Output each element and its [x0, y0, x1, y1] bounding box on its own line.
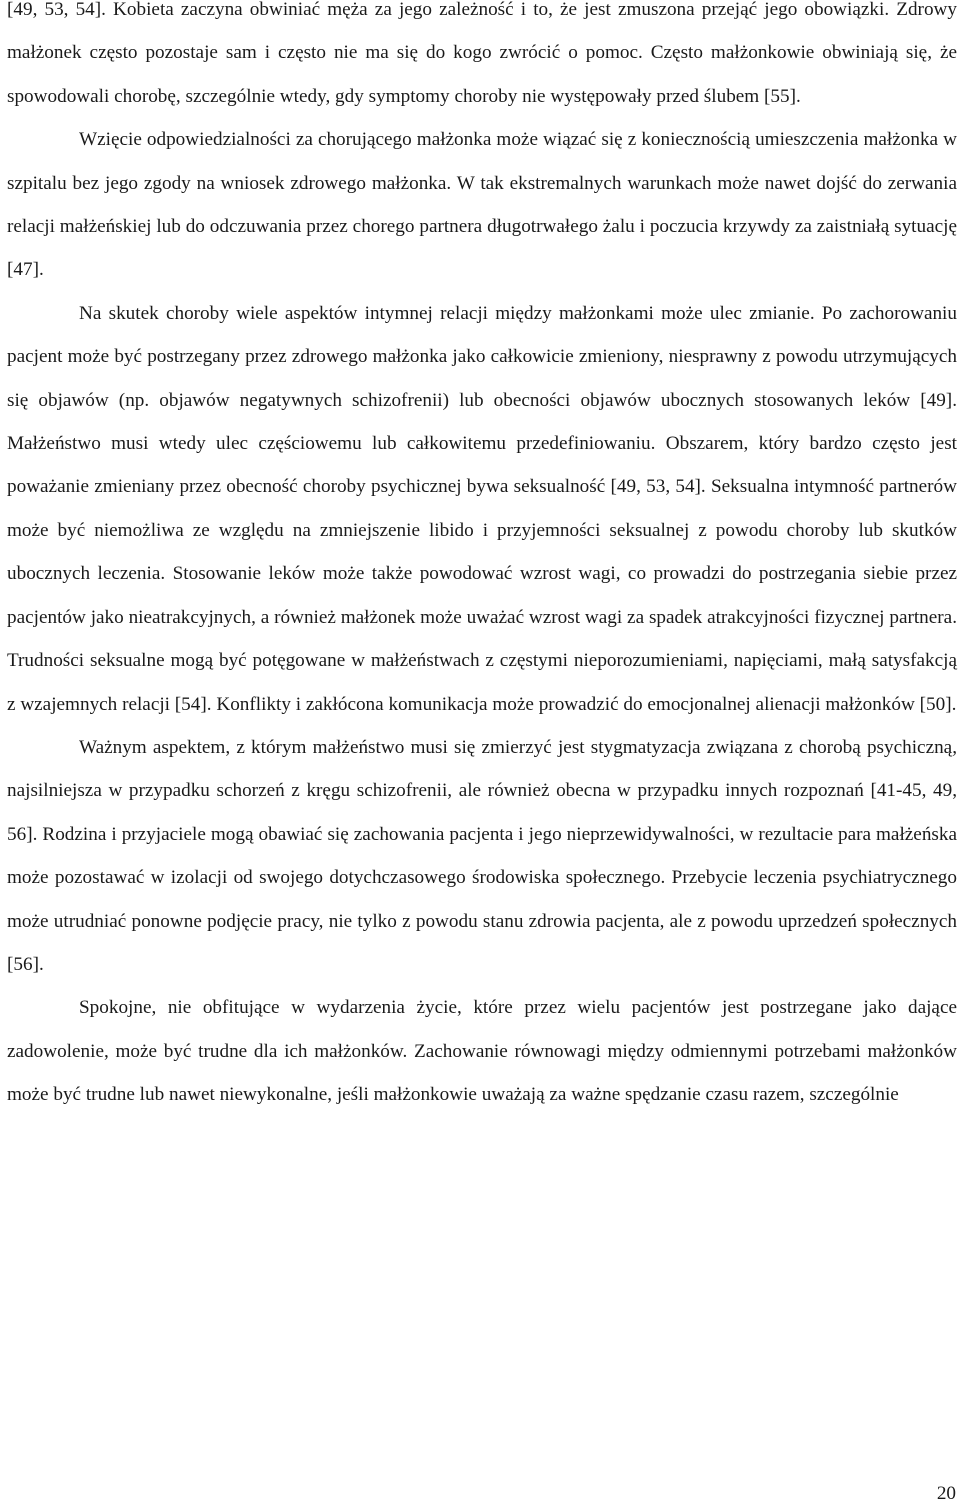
- paragraph-5: Spokojne, nie obfitujące w wydarzenia życie, które przez wielu pacjentów jest postrzegane jako dające zadowolenie, może być trudne dla ich małżonków. Zachowanie równowagi między odmiennymi potrzebami małżonków może być trudne lub nawet niewykonalne, jeśli małżonkowie uważają za ważne spędzanie czasu razem, szczególnie: [7, 997, 957, 1106]
- document-page: [7, 0, 957, 1117]
- paragraph-2: Wzięcie odpowiedzialności za chorującego małżonka może wiązać się z koniecznością umieszczenia małżonka w szpitalu bez jego zgody na wniosek zdrowego małżonka. W tak ekstremalnych warunkach może nawet dojść do zerwania relacji małżeńskiej lub do odczuwania przez chorego partnera długotrwałego żalu i poczucia krzywdy za zaistniałą sytuację [47].: [7, 129, 957, 281]
- page-number: 20: [936, 1483, 956, 1504]
- paragraph-1: [49, 53, 54]. Kobieta zaczyna obwiniać męża za jego zależność i to, że jest zmuszona przejąć jego obowiązki. Zdrowy małżonek często pozostaje sam i często nie ma się do kogo zwrócić o pomoc. Często małżonkowie obwiniają się, że spowodowali chorobę, szczególnie wtedy, gdy symptomy choroby nie występowały przed ślubem [55].: [7, 0, 957, 107]
- paragraph-4: Ważnym aspektem, z którym małżeństwo musi się zmierzyć jest stygmatyzacja związana z chorobą psychiczną, najsilniejsza w przypadku schorzeń z kręgu schizofrenii, ale również obecna w przypadku innych rozpoznań [41-45, 49, 56]. Rodzina i przyjaciele mogą obawiać się zachowania pacjenta i jego nieprzewidywalności, w rezultacie para małżeńska może pozostawać w izolacji od swojego dotychczasowego środowiska społecznego. Przebycie leczenia psychiatrycznego może utrudniać ponowne podjęcie pracy, nie tylko z powodu stanu zdrowia pacjenta, ale z powodu uprzedzeń społecznych [56].: [7, 736, 957, 975]
- paragraph-3: Na skutek choroby wiele aspektów intymnej relacji między małżonkami może ulec zmianie. Po zachorowaniu pacjent może być postrzegany przez zdrowego małżonka jako całkowicie zmieniony, niesprawny z powodu utrzymujących się objawów (np. objawów negatywnych schizofrenii) lub obecności objawów ubocznych stosowanych leków [49]. Małżeństwo musi wtedy ulec częściowemu lub całkowitemu przedefiniowaniu. Obszarem, który bardzo często jest poważanie zmieniany przez obecność choroby psychicznej bywa seksualność [49, 53, 54]. Seksualna intymność partnerów może być niemożliwa ze względu na zmniejszenie libido i przyjemności seksualnej z powodu choroby lub skutków ubocznych leczenia. Stosowanie leków może także powodować wzrost wagi, co prowadzi do postrzegania siebie przez pacjentów jako nieatrakcyjnych, a również małżonek może uważać wzrost wagi za spadek atrakcyjności fizycznej partnera. Trudności seksualne mogą być potęgowane w małżeństwach z częstymi nieporozumieniami, napięciami, małą satysfakcją z wzajemnych relacji [54]. Konflikty i zakłócona komunikacja może prowadzić do emocjonalnej alienacji małżonków [50].: [7, 302, 957, 715]
